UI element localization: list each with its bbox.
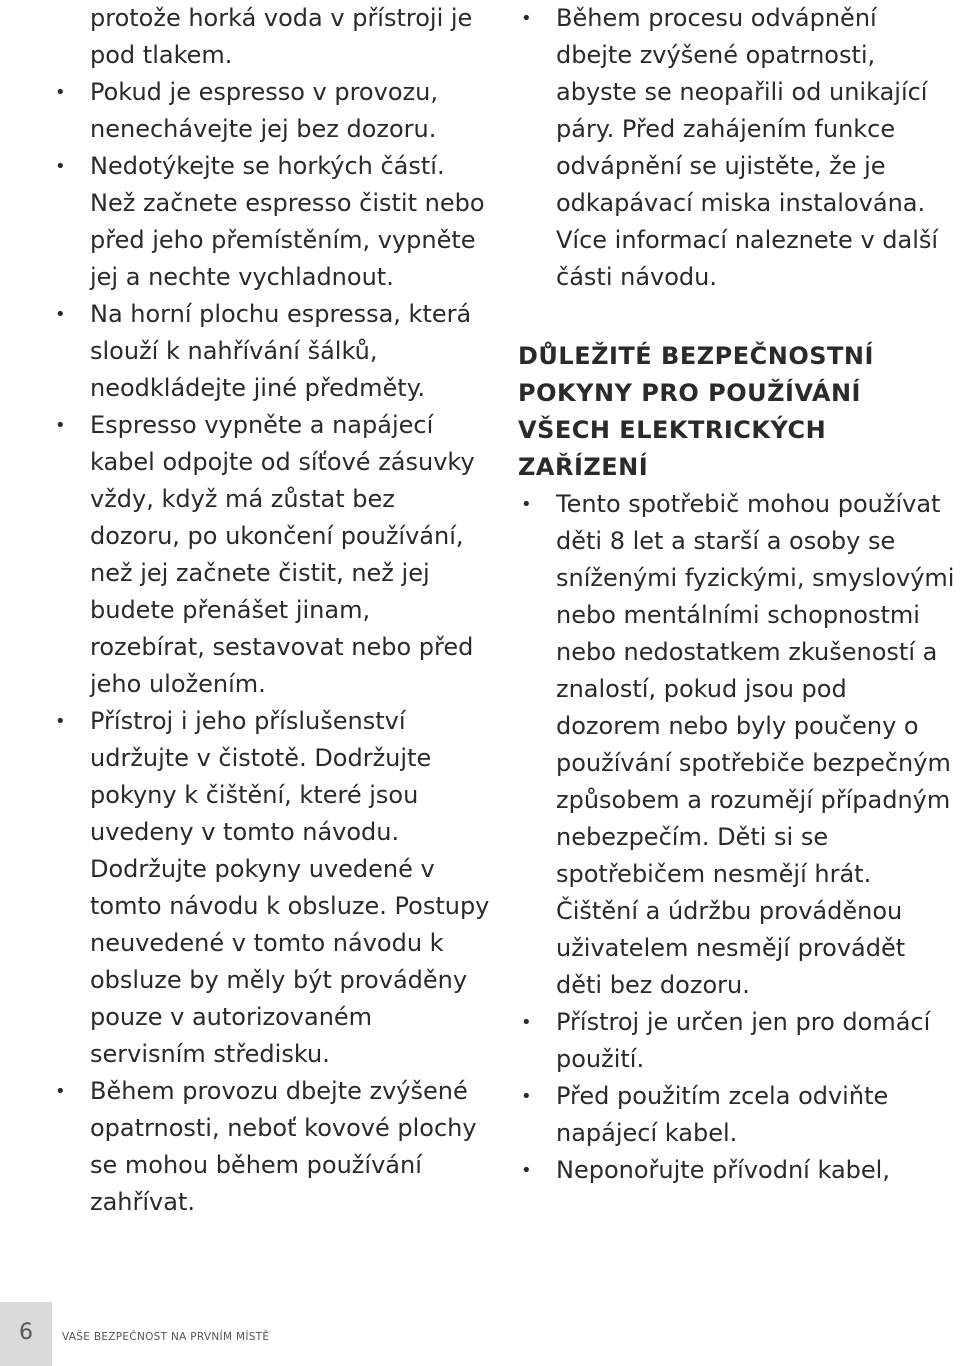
list-item — [52, 1073, 490, 1221]
list-item — [52, 74, 490, 148]
heading-line: ZAŘÍZENÍ — [518, 453, 649, 481]
list-item — [518, 0, 956, 296]
list-item — [52, 296, 490, 407]
right-column — [518, 0, 958, 1189]
heading-line: POKYNY PRO POUŽÍVÁNÍ — [518, 379, 861, 407]
left-column — [52, 0, 492, 1221]
bullet-icon: • — [55, 82, 66, 103]
list-item — [518, 1004, 956, 1078]
list-item-text: Neponořujte přívodní kabel, — [556, 1156, 890, 1184]
bullet-icon: • — [521, 1086, 532, 1107]
right-top-bullet-list — [518, 0, 958, 296]
list-item-text: Přístroj je určen jen pro domácí použití. — [556, 1008, 931, 1073]
list-item — [518, 1078, 956, 1152]
list-item-text: Přístroj i jeho příslušenství udržujte v čistotě. Dodržujte pokyny k čištění, které jsou uvedeny v tomto návodu. Dodržujte pokyny uvedené v tomto návodu k obsluze. Postupy neuvedené v tomto návodu k obsluze by měly být prováděny pouze v autorizovaném servisním středisku. — [90, 707, 490, 1068]
list-item-text: Před použitím zcela odviňte napájecí kabel. — [556, 1082, 889, 1147]
heading-line: VŠECH ELEKTRICKÝCH — [518, 416, 827, 444]
list-item-text: Tento spotřebič mohou používat děti 8 let a starší a osoby se sníženými fyzickými, smyslovými nebo mentálními schopnostmi nebo nedostatkem zkušeností a znalostí, pokud jsou pod dozorem nebo byly poučeny o používání spotřebiče bezpečným způsobem a rozumějí případným nebezpečím. Děti si se spotřebičem nesmějí hrát. Čištění a údržbu prováděnou uživatelem nesmějí provádět děti bez dozoru. — [556, 490, 955, 999]
bullet-icon: • — [55, 711, 66, 732]
continued-paragraph: protože horká voda v přístroji je pod tlakem. — [90, 4, 473, 69]
right-bottom-bullet-list — [518, 486, 958, 1189]
bullet-icon: • — [55, 415, 66, 436]
left-bullet-list — [52, 74, 492, 1221]
heading-line: DŮLEŽITÉ BEZPEČNOSTNÍ — [518, 342, 874, 370]
list-item-text: Během provozu dbejte zvýšené opatrnosti, neboť kovové plochy se mohou během používání zahřívat. — [90, 1077, 477, 1216]
list-item-text: Nedotýkejte se horkých částí. Než začnete espresso čistit nebo před jeho přemístěním, vypněte jej a nechte vychladnout. — [90, 152, 485, 291]
bullet-icon: • — [55, 1081, 66, 1102]
list-item — [518, 1152, 956, 1189]
bullet-icon: • — [55, 156, 66, 177]
list-item — [52, 407, 490, 703]
list-item-text: Espresso vypněte a napájecí kabel odpojte od síťové zásuvky vždy, když má zůstat bez dozoru, po ukončení používání, než jej začnete čistit, než jej budete přenášet jinam, rozebírat, sestavovat nebo před jeho uložením. — [90, 411, 475, 698]
list-item-text: Pokud je espresso v provozu, nenechávejte jej bez dozoru. — [90, 78, 438, 143]
list-item — [52, 148, 490, 296]
bullet-icon: • — [521, 1012, 532, 1033]
bullet-icon: • — [55, 304, 66, 325]
list-item-text: Na horní plochu espressa, která slouží k nahřívání šálků, neodkládejte jiné předměty. — [90, 300, 472, 402]
list-item — [518, 486, 956, 1004]
list-item-text: Během procesu odvápnění dbejte zvýšené opatrnosti, abyste se neopařili od unikající páry. Před zahájením funkce odvápnění se ujistěte, že je odkapávací miska instalována. Více informací naleznete v další části návodu. — [556, 4, 939, 291]
list-item — [52, 703, 490, 1073]
page-number: 6 — [19, 1320, 33, 1345]
section-heading — [518, 296, 938, 486]
bullet-icon: • — [521, 8, 532, 29]
bullet-icon: • — [521, 1160, 532, 1181]
bullet-icon: • — [521, 494, 532, 515]
footer-section-title: VAŠE BEZPEČNOST NA PRVNÍM MÍSTĚ — [62, 1331, 270, 1343]
